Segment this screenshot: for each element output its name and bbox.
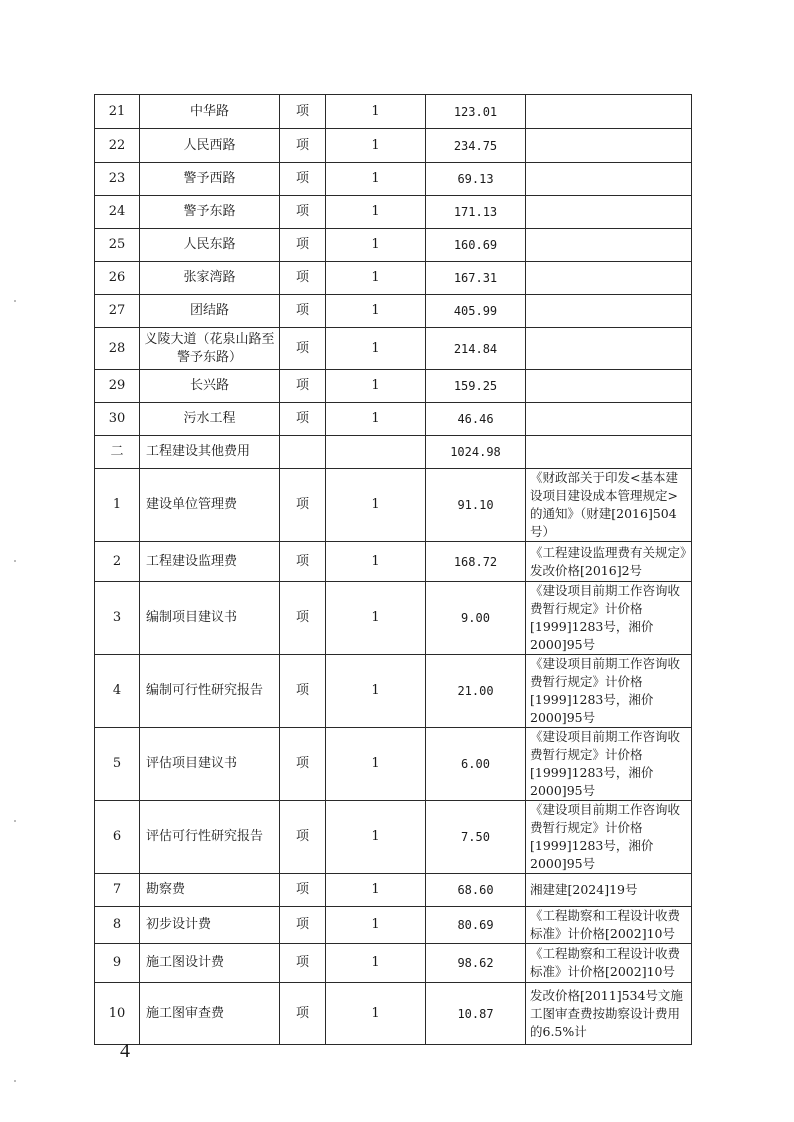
row-number-cell: 22 bbox=[95, 129, 140, 163]
table-row bbox=[95, 907, 692, 944]
row-number-cell: 7 bbox=[95, 874, 140, 907]
item-name-cell: 工程建设其他费用 bbox=[140, 436, 280, 469]
quantity-cell: 1 bbox=[326, 944, 426, 983]
table-row bbox=[95, 983, 692, 1045]
amount-cell: 167.31 bbox=[426, 262, 526, 295]
amount-cell: 1024.98 bbox=[426, 436, 526, 469]
item-name-cell: 团结路 bbox=[140, 295, 280, 328]
basis-note-cell bbox=[526, 295, 692, 328]
table-row bbox=[95, 95, 692, 129]
basis-note-cell: 发改价格[2011]534号文施工图审查费按勘察设计费用的6.5%计 bbox=[526, 983, 692, 1045]
basis-note-cell: 《建设项目前期工作咨询收费暂行规定》计价格[1999]1283号，湘价2000]95号 bbox=[526, 728, 692, 801]
table-row bbox=[95, 196, 692, 229]
amount-cell: 98.62 bbox=[426, 944, 526, 983]
quantity-cell: 1 bbox=[326, 262, 426, 295]
amount-cell: 80.69 bbox=[426, 907, 526, 944]
item-name-cell: 编制可行性研究报告 bbox=[140, 655, 280, 728]
table-body bbox=[95, 95, 692, 1045]
item-name-cell: 施工图审查费 bbox=[140, 983, 280, 1045]
item-name-cell: 长兴路 bbox=[140, 370, 280, 403]
basis-note-cell: 《工程建设监理费有关规定》发改价格[2016]2号 bbox=[526, 542, 692, 582]
row-number-cell: 25 bbox=[95, 229, 140, 262]
unit-cell: 项 bbox=[280, 728, 326, 801]
unit-cell: 项 bbox=[280, 874, 326, 907]
table-row bbox=[95, 728, 692, 801]
row-number-cell: 5 bbox=[95, 728, 140, 801]
table-row bbox=[95, 655, 692, 728]
row-number-cell: 30 bbox=[95, 403, 140, 436]
item-name-cell: 人民东路 bbox=[140, 229, 280, 262]
item-name-cell: 初步设计费 bbox=[140, 907, 280, 944]
amount-cell: 214.84 bbox=[426, 328, 526, 370]
item-name-cell: 污水工程 bbox=[140, 403, 280, 436]
row-number-cell: 2 bbox=[95, 542, 140, 582]
item-name-cell: 施工图设计费 bbox=[140, 944, 280, 983]
quantity-cell: 1 bbox=[326, 907, 426, 944]
row-number-cell: 28 bbox=[95, 328, 140, 370]
amount-cell: 68.60 bbox=[426, 874, 526, 907]
scan-speck bbox=[14, 1080, 16, 1082]
row-number-cell: 8 bbox=[95, 907, 140, 944]
quantity-cell: 1 bbox=[326, 655, 426, 728]
unit-cell: 项 bbox=[280, 163, 326, 196]
quantity-cell: 1 bbox=[326, 801, 426, 874]
item-name-cell: 中华路 bbox=[140, 95, 280, 129]
item-name-cell: 人民西路 bbox=[140, 129, 280, 163]
unit-cell: 项 bbox=[280, 229, 326, 262]
row-number-cell: 21 bbox=[95, 95, 140, 129]
table-row bbox=[95, 370, 692, 403]
amount-cell: 159.25 bbox=[426, 370, 526, 403]
amount-cell: 234.75 bbox=[426, 129, 526, 163]
unit-cell bbox=[280, 436, 326, 469]
scan-speck bbox=[14, 560, 16, 562]
cost-estimate-table bbox=[94, 94, 692, 1045]
basis-note-cell bbox=[526, 129, 692, 163]
amount-cell: 69.13 bbox=[426, 163, 526, 196]
scan-speck bbox=[14, 820, 16, 822]
quantity-cell: 1 bbox=[326, 728, 426, 801]
basis-note-cell bbox=[526, 163, 692, 196]
basis-note-cell: 湘建建[2024]19号 bbox=[526, 874, 692, 907]
table-row bbox=[95, 403, 692, 436]
basis-note-cell: 《建设项目前期工作咨询收费暂行规定》计价格[1999]1283号，湘价2000]95号 bbox=[526, 655, 692, 728]
unit-cell: 项 bbox=[280, 403, 326, 436]
unit-cell: 项 bbox=[280, 262, 326, 295]
amount-cell: 123.01 bbox=[426, 95, 526, 129]
basis-note-cell: 《建设项目前期工作咨询收费暂行规定》计价格[1999]1283号，湘价2000]95号 bbox=[526, 582, 692, 655]
basis-note-cell bbox=[526, 229, 692, 262]
basis-note-cell bbox=[526, 196, 692, 229]
basis-note-cell: 《财政部关于印发<基本建设项目建设成本管理规定>的通知》（财建[2016]504号） bbox=[526, 469, 692, 542]
row-number-cell: 26 bbox=[95, 262, 140, 295]
unit-cell: 项 bbox=[280, 196, 326, 229]
amount-cell: 405.99 bbox=[426, 295, 526, 328]
amount-cell: 7.50 bbox=[426, 801, 526, 874]
basis-note-cell bbox=[526, 370, 692, 403]
quantity-cell: 1 bbox=[326, 370, 426, 403]
amount-cell: 91.10 bbox=[426, 469, 526, 542]
row-number-cell: 27 bbox=[95, 295, 140, 328]
unit-cell: 项 bbox=[280, 582, 326, 655]
table-row bbox=[95, 944, 692, 983]
quantity-cell: 1 bbox=[326, 196, 426, 229]
row-number-cell: 24 bbox=[95, 196, 140, 229]
amount-cell: 6.00 bbox=[426, 728, 526, 801]
amount-cell: 160.69 bbox=[426, 229, 526, 262]
amount-cell: 171.13 bbox=[426, 196, 526, 229]
unit-cell: 项 bbox=[280, 328, 326, 370]
amount-cell: 168.72 bbox=[426, 542, 526, 582]
quantity-cell: 1 bbox=[326, 403, 426, 436]
quantity-cell: 1 bbox=[326, 129, 426, 163]
quantity-cell: 1 bbox=[326, 295, 426, 328]
basis-note-cell bbox=[526, 95, 692, 129]
unit-cell: 项 bbox=[280, 944, 326, 983]
item-name-cell: 工程建设监理费 bbox=[140, 542, 280, 582]
table-row bbox=[95, 129, 692, 163]
row-number-cell: 6 bbox=[95, 801, 140, 874]
row-number-cell: 23 bbox=[95, 163, 140, 196]
unit-cell: 项 bbox=[280, 295, 326, 328]
quantity-cell: 1 bbox=[326, 328, 426, 370]
table-row bbox=[95, 262, 692, 295]
table-row bbox=[95, 801, 692, 874]
item-name-cell: 评估可行性研究报告 bbox=[140, 801, 280, 874]
item-name-cell: 编制项目建议书 bbox=[140, 582, 280, 655]
basis-note-cell: 《建设项目前期工作咨询收费暂行规定》计价格[1999]1283号，湘价2000]95号 bbox=[526, 801, 692, 874]
unit-cell: 项 bbox=[280, 542, 326, 582]
quantity-cell: 1 bbox=[326, 874, 426, 907]
row-number-cell: 9 bbox=[95, 944, 140, 983]
unit-cell: 项 bbox=[280, 129, 326, 163]
basis-note-cell bbox=[526, 328, 692, 370]
item-name-cell: 勘察费 bbox=[140, 874, 280, 907]
quantity-cell: 1 bbox=[326, 469, 426, 542]
table-row bbox=[95, 229, 692, 262]
table-row bbox=[95, 542, 692, 582]
amount-cell: 9.00 bbox=[426, 582, 526, 655]
quantity-cell: 1 bbox=[326, 95, 426, 129]
table-row bbox=[95, 436, 692, 469]
unit-cell: 项 bbox=[280, 469, 326, 542]
unit-cell: 项 bbox=[280, 370, 326, 403]
row-number-cell: 29 bbox=[95, 370, 140, 403]
amount-cell: 46.46 bbox=[426, 403, 526, 436]
unit-cell: 项 bbox=[280, 801, 326, 874]
item-name-cell: 警予东路 bbox=[140, 196, 280, 229]
quantity-cell: 1 bbox=[326, 582, 426, 655]
quantity-cell bbox=[326, 436, 426, 469]
table-row bbox=[95, 874, 692, 907]
item-name-cell: 建设单位管理费 bbox=[140, 469, 280, 542]
unit-cell: 项 bbox=[280, 655, 326, 728]
unit-cell: 项 bbox=[280, 983, 326, 1045]
unit-cell: 项 bbox=[280, 907, 326, 944]
item-name-cell: 警予西路 bbox=[140, 163, 280, 196]
table-row bbox=[95, 328, 692, 370]
row-number-cell: 二 bbox=[95, 436, 140, 469]
scan-speck bbox=[14, 300, 16, 302]
item-name-cell: 义陵大道（花泉山路至警予东路） bbox=[140, 328, 280, 370]
basis-note-cell bbox=[526, 262, 692, 295]
row-number-cell: 1 bbox=[95, 469, 140, 542]
quantity-cell: 1 bbox=[326, 163, 426, 196]
basis-note-cell bbox=[526, 436, 692, 469]
basis-note-cell: 《工程勘察和工程设计收费标准》计价格[2002]10号 bbox=[526, 907, 692, 944]
table-row bbox=[95, 295, 692, 328]
amount-cell: 10.87 bbox=[426, 983, 526, 1045]
quantity-cell: 1 bbox=[326, 983, 426, 1045]
unit-cell: 项 bbox=[280, 95, 326, 129]
page-number: 4 bbox=[120, 1040, 130, 1062]
table-row bbox=[95, 582, 692, 655]
amount-cell: 21.00 bbox=[426, 655, 526, 728]
basis-note-cell: 《工程勘察和工程设计收费标准》计价格[2002]10号 bbox=[526, 944, 692, 983]
quantity-cell: 1 bbox=[326, 229, 426, 262]
row-number-cell: 10 bbox=[95, 983, 140, 1045]
quantity-cell: 1 bbox=[326, 542, 426, 582]
item-name-cell: 张家湾路 bbox=[140, 262, 280, 295]
row-number-cell: 4 bbox=[95, 655, 140, 728]
table-row bbox=[95, 163, 692, 196]
table-row bbox=[95, 469, 692, 542]
row-number-cell: 3 bbox=[95, 582, 140, 655]
basis-note-cell bbox=[526, 403, 692, 436]
item-name-cell: 评估项目建议书 bbox=[140, 728, 280, 801]
